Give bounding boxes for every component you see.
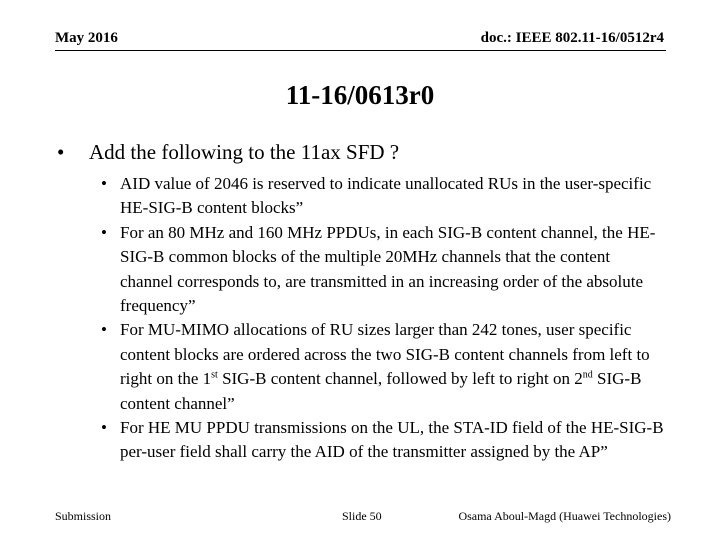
sub-bullet-text-part: For MU-MIMO allocations of RU sizes larger than 242 tones, user specific content blocks are ordered across the two SIG-B content channels from left to right on the 1	[120, 320, 650, 389]
slide-title: 11-16/0613r0	[285, 80, 435, 110]
sub-bullet-text: AID value of 2046 is reserved to indicate unallocated RUs in the user-specific HE-SIG-B content blocks”	[120, 174, 652, 218]
bullet-dot-icon: •	[101, 320, 107, 340]
sub-bullet-item	[101, 221, 666, 319]
footer-slide-number: Slide 50	[342, 509, 382, 523]
sub-bullet-text-part: SIG-B content channel”	[120, 369, 642, 413]
sub-bullet-text: For an 80 MHz and 160 MHz PPDUs, in each SIG-B content channel, the HE-SIG-B common blocks of the multiple 20MHz channels that the content channel corresponds to, are transmitted in an increasing order of the absolute frequency”	[120, 222, 656, 316]
main-bullet-text: Add the following to the 11ax SFD ?	[89, 140, 400, 164]
sub-bullet-text-part: SIG-B content channel, followed by left to right on 2	[217, 369, 583, 389]
footer-submission: Submission	[55, 509, 112, 523]
footer-author: Osama Aboul-Magd (Huawei Technologies)	[458, 509, 671, 523]
bullet-dot-icon: •	[101, 174, 107, 193]
superscript: st	[211, 369, 218, 381]
sub-bullet-item	[101, 416, 666, 465]
superscript: nd	[582, 369, 593, 381]
sub-bullet-item	[101, 172, 666, 221]
slide-header	[55, 28, 666, 51]
bullet-dot-icon: •	[57, 140, 65, 164]
sub-bullet-list	[101, 172, 666, 465]
bullet-dot-icon: •	[101, 418, 107, 438]
bullet-dot-icon: •	[101, 222, 107, 242]
header-date: May 2016	[55, 30, 118, 46]
header-doc-id: doc.: IEEE 802.11-16/0512r4	[480, 30, 664, 46]
sub-bullet-item	[101, 318, 666, 416]
slide-footer	[55, 509, 675, 525]
sub-bullet-text: For HE MU PPDU transmissions on the UL, the STA-ID field of the HE-SIG-B per-user field shall carry the AID of the transmitter assigned by the AP”	[120, 418, 664, 462]
